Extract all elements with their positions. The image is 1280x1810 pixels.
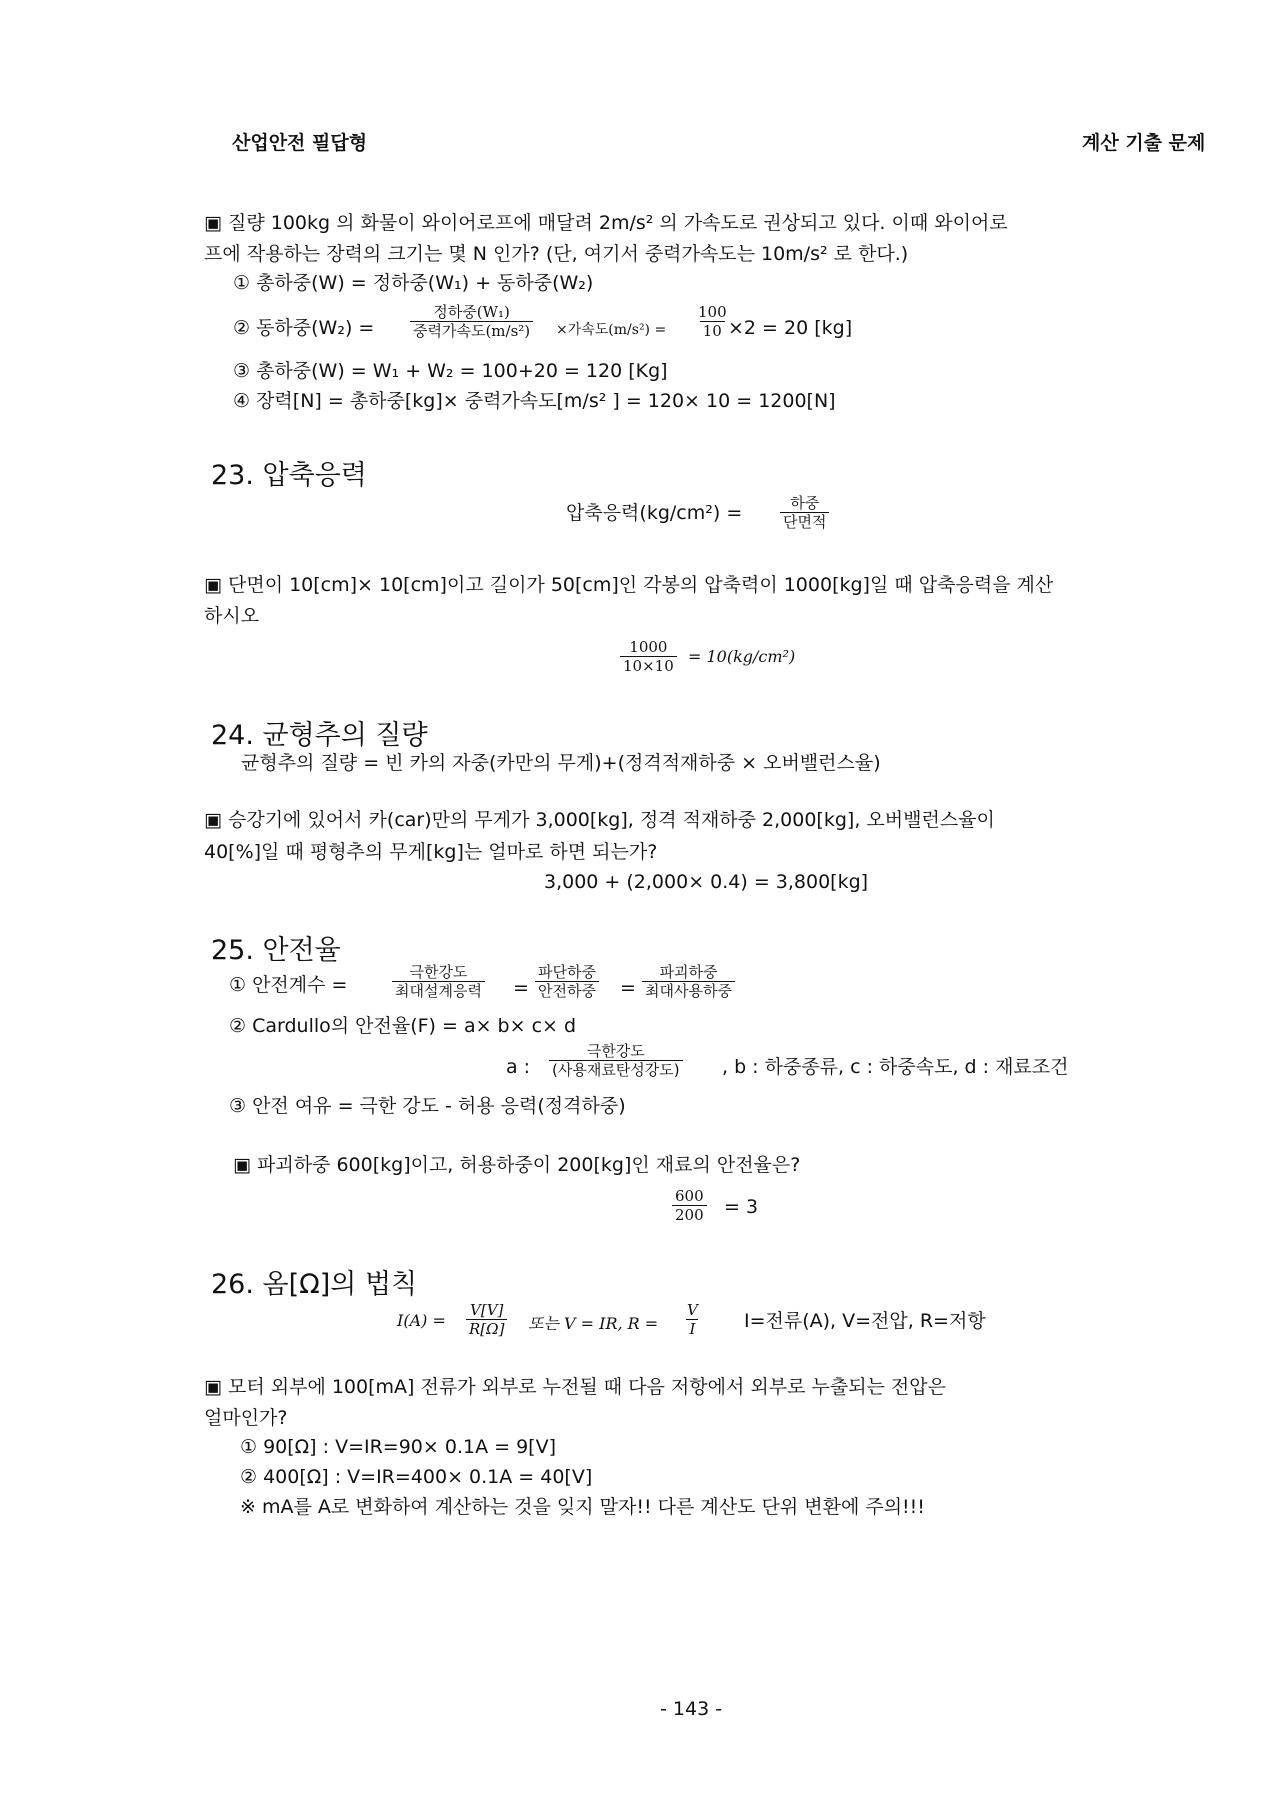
s25-item3: ③ 안전 여유 = 극한 강도 - 허용 응력(정격하중) xyxy=(229,1095,626,1117)
fraction-numerator: 하중 xyxy=(790,494,820,512)
fraction-denominator: R[Ω] xyxy=(466,1319,507,1338)
fraction-numerator: 파괴하중 xyxy=(659,963,718,981)
s26-fraction-current xyxy=(466,1301,507,1338)
q22-line2: 프에 작용하는 장력의 크기는 몇 N 인가? (단, 여기서 중력가속도는 10m/s² 로 한다.) xyxy=(204,243,909,265)
fraction-denominator: 중력가속도(m/s²) xyxy=(410,321,533,340)
s25-item1-prefix: ① 안전계수 = xyxy=(229,974,348,996)
s24-answer: 3,000 + (2,000× 0.4) = 3,800[kg] xyxy=(544,871,869,893)
s23-answer-result: = 10(kg/cm²) xyxy=(688,647,796,666)
s23-formula-lhs: 압축응력(kg/cm²) = xyxy=(566,502,743,524)
s23-answer-fraction xyxy=(620,638,677,675)
equals-sign: = xyxy=(513,977,529,999)
s26-answer2: ② 400[Ω] : V=IR=400× 0.1A = 40[V] xyxy=(240,1466,593,1488)
s25-a-prefix: a : xyxy=(506,1056,531,1078)
q22-step1: ① 총하중(W) = 정하중(W₁) + 동하중(W₂) xyxy=(233,272,594,294)
s25-fraction-breaking xyxy=(642,963,735,1000)
fraction-numerator: 600 xyxy=(675,1187,704,1205)
s26-answer1: ① 90[Ω] : V=IR=90× 0.1A = 9[V] xyxy=(240,1436,556,1458)
fraction-numerator: 극한강도 xyxy=(586,1042,645,1060)
s24-question-line1: ▣ 승강기에 있어서 카(car)만의 무게가 3,000[kg], 정격 적재하중 2,000[kg], 오버밸런스율이 xyxy=(204,809,995,831)
s26-formula-mid: 또는 V = IR, R = xyxy=(528,1314,659,1333)
s26-question-line1: ▣ 모터 외부에 100[mA] 전류가 외부로 누전될 때 다음 저항에서 외부로 누출되는 전압은 xyxy=(204,1376,946,1398)
s26-formula-lhs: I(A) = xyxy=(397,1311,446,1330)
section-24-title: 24. 균형추의 질량 xyxy=(211,720,428,751)
s25-question: ▣ 파괴하중 600[kg]이고, 허용하중이 200[kg]인 재료의 안전율은? xyxy=(233,1154,801,1176)
fraction-numerator: 100 xyxy=(698,303,727,321)
s23-question-line1: ▣ 단면이 10[cm]× 10[cm]이고 길이가 50[cm]인 각봉의 압축력이 1000[kg]일 때 압축응력을 계산 xyxy=(204,574,1054,596)
s26-legend: I=전류(A), V=전압, R=저항 xyxy=(744,1310,986,1332)
fraction-denominator: 단면적 xyxy=(780,512,829,531)
fraction-numerator: 극한강도 xyxy=(409,963,468,981)
fraction-denominator: 10 xyxy=(700,321,725,340)
s25-fraction-fracture xyxy=(535,963,599,1000)
s25-item2: ② Cardullo의 안전율(F) = a× b× c× d xyxy=(229,1015,577,1037)
s26-question-line2: 얼마인가? xyxy=(204,1407,288,1429)
section-23-title: 23. 압축응력 xyxy=(211,460,367,491)
s24-question-line2: 40[%]일 때 평형추의 무게[kg]는 얼마로 하면 되는가? xyxy=(204,841,658,863)
s25-fraction-ultimate xyxy=(392,963,485,1000)
page-number: - 143 - xyxy=(660,1698,723,1720)
header-right: 계산 기출 문제 xyxy=(1082,132,1206,154)
fraction-denominator: I xyxy=(686,1319,698,1338)
s24-definition: 균형추의 질량 = 빈 카의 자중(카만의 무게)+(정격적재하중 × 오버밸런스율) xyxy=(241,752,881,774)
s26-note: ※ mA를 A로 변화하여 계산하는 것을 잊지 말자!! 다른 계산도 단위 변환에 주의!!! xyxy=(240,1496,925,1518)
s23-question-line2: 하시오 xyxy=(204,605,260,627)
fraction-denominator: 10×10 xyxy=(620,656,677,675)
q22-fraction-load xyxy=(410,303,533,340)
fraction-denominator: (사용재료탄성강도) xyxy=(549,1060,683,1079)
s25-answer-fraction xyxy=(672,1187,707,1224)
fraction-numerator: 1000 xyxy=(629,638,668,656)
equals-sign: = xyxy=(620,977,636,999)
q22-step2-result: ×2 = 20 [kg] xyxy=(728,317,853,339)
q22-step2-mid: ×가속도(m/s²) = xyxy=(556,322,667,338)
section-25-title: 25. 안전율 xyxy=(211,935,341,966)
q22-line1: ▣ 질량 100kg 의 화물이 와이어로프에 매달려 2m/s² 의 가속도로 권상되고 있다. 이때 와이어로 xyxy=(204,212,1008,234)
s25-answer-result: = 3 xyxy=(724,1196,759,1218)
s26-fraction-resistance xyxy=(684,1301,701,1338)
fraction-numerator: 정하중(W₁) xyxy=(433,303,510,321)
s23-formula-fraction xyxy=(780,494,829,531)
q22-step4: ④ 장력[N] = 총하중[kg]× 중력가속도[m/s² ] = 120× 10 = 1200[N] xyxy=(233,390,836,412)
q22-step3: ③ 총하중(W) = W₁ + W₂ = 100+20 = 120 [Kg] xyxy=(233,360,668,382)
fraction-denominator: 200 xyxy=(672,1205,707,1224)
fraction-denominator: 안전하중 xyxy=(535,981,599,1000)
fraction-numerator: 파단하중 xyxy=(538,963,596,981)
fraction-numerator: V xyxy=(687,1301,698,1319)
q22-fraction-numbers xyxy=(695,303,730,340)
fraction-denominator: 최대설계응력 xyxy=(392,981,485,1000)
fraction-denominator: 최대사용하중 xyxy=(642,981,735,1000)
section-26-title: 26. 옴[Ω]의 법칙 xyxy=(211,1269,418,1300)
q22-step2-prefix: ② 동하중(W₂) = xyxy=(233,317,375,339)
fraction-numerator: V[V] xyxy=(470,1301,504,1319)
s25-a-suffix: , b : 하중종류, c : 하중속도, d : 재료조건 xyxy=(722,1056,1069,1078)
header-left: 산업안전 필답형 xyxy=(232,132,368,154)
s25-fraction-a xyxy=(549,1042,683,1079)
